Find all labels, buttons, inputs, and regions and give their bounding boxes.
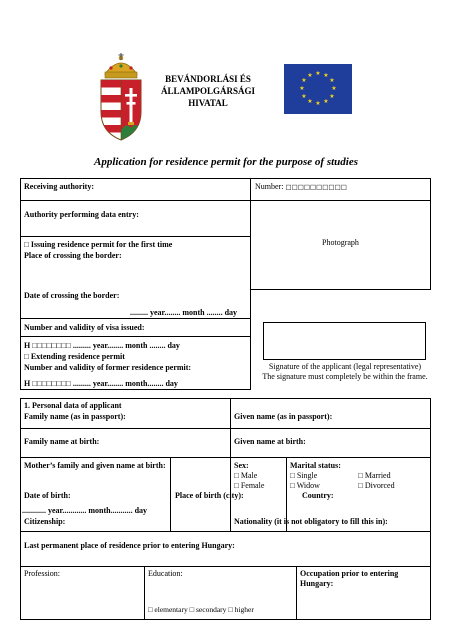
svg-text:★: ★: [323, 72, 329, 79]
date-of-birth-blank[interactable]: ............ year............ month........... day: [22, 506, 148, 515]
svg-text:★: ★: [315, 100, 321, 107]
date-crossing-blank[interactable]: ......... year........ month ........ day: [130, 308, 238, 317]
photograph-box: Photograph: [322, 238, 359, 247]
given-name-passport-label: Given name (as in passport):: [234, 412, 333, 421]
svg-text:★: ★: [329, 93, 335, 100]
office-line-1: BEVÁNDORLÁSI ÉS: [165, 74, 251, 84]
issuing-first-time-checkbox[interactable]: □ Issuing residence permit for the first time: [24, 240, 173, 249]
sex-label: Sex:: [234, 461, 249, 470]
coat-of-arms-logo: [95, 52, 147, 142]
svg-text:★: ★: [301, 93, 307, 100]
sex-female-checkbox[interactable]: □ Female: [234, 481, 265, 490]
citizenship-label: Citizenship:: [24, 517, 66, 526]
sex-male-checkbox[interactable]: □ Male: [234, 471, 258, 480]
signature-caption-line-1: Signature of the applicant (legal representative): [268, 362, 422, 371]
svg-text:★: ★: [299, 85, 305, 92]
number-label: Number:: [255, 182, 284, 191]
former-permit-label: Number and validity of former residence permit:: [24, 363, 192, 372]
svg-text:★: ★: [307, 98, 313, 105]
svg-text:★: ★: [329, 77, 335, 84]
section1-heading: 1. Personal data of applicant: [24, 401, 122, 410]
authority-data-entry-label: Authority performing data entry:: [24, 210, 139, 219]
signature-caption-line-2: The signature must completely be within the frame.: [262, 372, 428, 381]
visa-number-line[interactable]: H □□□□□□□□ ......... year........ month ........ day: [24, 341, 180, 350]
marital-married-checkbox[interactable]: □ Married: [358, 471, 391, 480]
svg-text:★: ★: [307, 72, 313, 79]
marital-widow-checkbox[interactable]: □ Widow: [290, 481, 320, 490]
marital-single-checkbox[interactable]: □ Single: [290, 471, 318, 480]
place-crossing-label: Place of crossing the border:: [24, 251, 122, 260]
last-residence-label: Last permanent place of residence prior to entering Hungary:: [24, 541, 235, 550]
date-of-birth-label: Date of birth:: [24, 491, 71, 500]
mothers-name-label: Mother’s family and given name at birth:: [24, 461, 166, 470]
eu-flag-logo: [284, 64, 352, 114]
nationality-label: Nationality (it is not obligatory to fill this in):: [234, 517, 388, 526]
given-name-birth-label: Given name at birth:: [234, 437, 306, 446]
date-crossing-label: Date of crossing the border:: [24, 291, 120, 300]
place-of-birth-label: Place of birth (city):: [175, 491, 244, 500]
marital-status-label: Marital status:: [290, 461, 341, 470]
marital-divorced-checkbox[interactable]: □ Divorced: [358, 481, 395, 490]
profession-label: Profession:: [24, 569, 60, 578]
svg-text:★: ★: [331, 85, 337, 92]
svg-text:★: ★: [315, 70, 321, 77]
extending-permit-checkbox[interactable]: □ Extending residence permit: [24, 352, 125, 361]
number-boxes: □□□□□□□□□□: [285, 183, 347, 191]
education-label: Education:: [148, 569, 183, 578]
family-name-birth-label: Family name at birth:: [24, 437, 100, 446]
former-permit-line[interactable]: H □□□□□□□□ ......... year........ month........ day: [24, 379, 178, 388]
receiving-authority-label: Receiving authority:: [24, 182, 94, 191]
form-title: Application for residence permit for the purpose of studies: [94, 156, 358, 168]
education-options[interactable]: □ elementary □ secondary □ higher: [148, 605, 254, 614]
office-line-2: ÁLLAMPOLGÁRSÁGI: [160, 86, 255, 97]
office-name: [148, 73, 268, 109]
office-line-3: HIVATAL: [188, 98, 228, 109]
svg-text:★: ★: [323, 98, 329, 105]
svg-text:★: ★: [301, 77, 307, 84]
number-field[interactable]: [255, 182, 347, 192]
occupation-prior-label: Occupation prior to entering Hungary:: [300, 569, 399, 588]
country-label: Country:: [302, 491, 334, 500]
visa-number-label: Number and validity of visa issued:: [24, 323, 145, 332]
signature-caption: [252, 362, 438, 382]
family-name-passport-label: Family name (as in passport):: [24, 412, 126, 421]
